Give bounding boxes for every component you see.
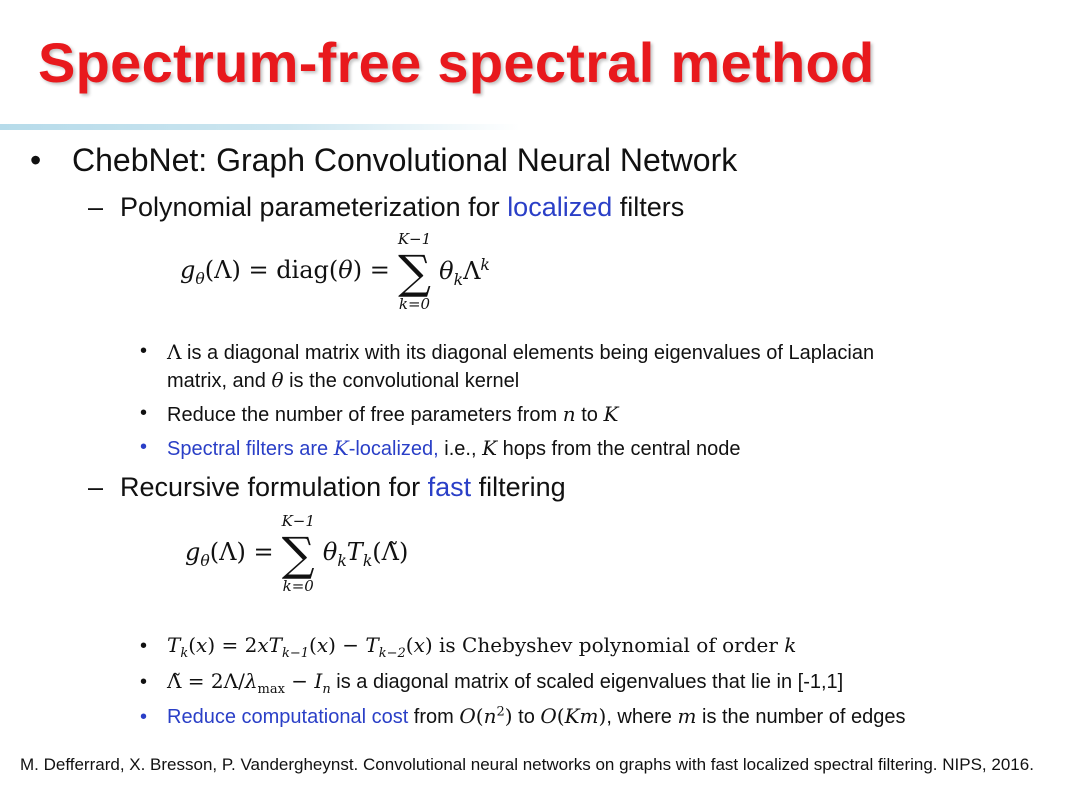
sum-symbol: K−1 ∑ k=0	[397, 230, 432, 313]
main-bullet-dot: •	[30, 142, 42, 178]
item-computational-cost: Reduce computational cost from $O(n^2)$ to O(Km), where m is the number of edges	[167, 704, 906, 728]
sub-bullet-text: Recursive formulation for	[120, 472, 428, 502]
sub-bullet-text: Polynomial parameterization for	[120, 192, 508, 222]
item-bullet: •	[140, 706, 148, 728]
item-lambda-diagonal: Λ is a diagonal matrix with its diagonal elements being eigenvalues of Laplacian	[167, 340, 875, 364]
item-k-localized: Spectral filters are K-localized, i.e., K hops from the central node	[167, 436, 741, 460]
sub-bullet-recursive	[120, 472, 566, 503]
sub-bullet-polynomial	[120, 192, 684, 223]
item-chebyshev-recurrence: $T_k(x) = 2xT_{k-1}(x) - T_{k-2}(x)$ is Chebyshev polynomial of order k	[167, 633, 797, 661]
slide-title: Spectrum-free spectral method	[38, 31, 875, 94]
formula-chebyshev-filter: $g_\theta(\Lambda)$ = K−1 ∑ k=0 $\theta_kT_k(\Lambdã)$	[185, 512, 409, 595]
item-bullet: •	[140, 340, 148, 362]
sub-bullet-dash: –	[88, 472, 104, 502]
highlight-fast: fast	[427, 472, 472, 502]
sub-bullet-text-end: filters	[612, 192, 685, 222]
item-bullet: •	[140, 671, 148, 693]
sub-bullet-text-end: filtering	[471, 472, 566, 502]
item-bullet: •	[140, 635, 148, 657]
item-lambda-diagonal-cont: matrix, and θ is the convolutional kernel	[167, 368, 520, 392]
item-bullet: •	[140, 436, 148, 458]
highlight-localized: localized	[507, 192, 613, 222]
citation-footer: M. Defferrard, X. Bresson, P. Vandergheynst. Convolutional neural networks on graphs with fast localized spectral filtering. NIPS, 2016.	[20, 755, 1034, 774]
main-bullet-text: ChebNet: Graph Convolutional Neural Network	[72, 142, 738, 178]
sub-bullet-dash: –	[88, 192, 104, 222]
item-free-parameters: Reduce the number of free parameters from n to K	[167, 402, 619, 426]
item-bullet: •	[140, 402, 148, 424]
item-scaled-eigenvalues: Λ̃ = $2\Lambda/\lambda_{max} - I_n$ is a diagonal matrix of scaled eigenvalues that lie in [-1,1]	[167, 669, 844, 697]
sum-symbol: K−1 ∑ k=0	[281, 512, 315, 595]
title-divider	[0, 124, 520, 130]
formula-polynomial-filter: $g_\theta(\Lambda)$ = diag(θ) = K−1 ∑ k=0 $\theta_k\Lambda^k$	[180, 230, 490, 313]
